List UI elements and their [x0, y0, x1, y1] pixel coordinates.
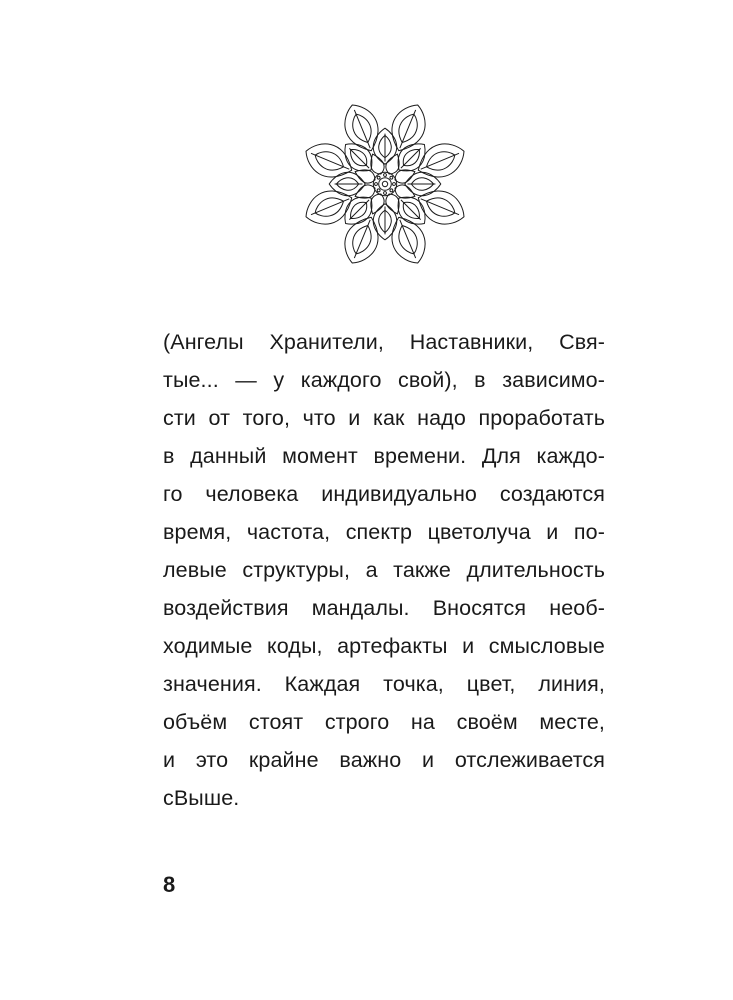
text-line: объём стоят строго на своём месте,: [163, 710, 605, 734]
mandala-bead: [384, 192, 387, 195]
page-number: 8: [163, 872, 176, 897]
text-line: и это крайне важно и отслеживается: [163, 748, 605, 772]
text-line: ходимые коды, артефакты и смысловые: [163, 634, 605, 658]
mandala-petal: [391, 136, 433, 178]
mandala-bead: [390, 176, 393, 179]
mandala-bead: [377, 176, 380, 179]
text-line: в данный момент времени. Для каждо-: [163, 444, 605, 468]
text-line: сти от того, что и как надо проработать: [163, 406, 605, 430]
body-paragraph: [163, 323, 605, 817]
text-line: время, частота, спектр цветолуча и по-: [163, 520, 605, 544]
mandala-petal: [337, 136, 379, 178]
mandala-bead: [393, 183, 396, 186]
text-line: (Ангелы Хранители, Наставники, Свя-: [163, 330, 605, 354]
mandala-outer-petals: [300, 99, 470, 269]
text-line: воздействия мандалы. Вносятся необ-: [163, 596, 605, 620]
mandala-bead: [390, 189, 393, 192]
mandala-mid-petals: [329, 128, 441, 240]
text-line: го человека индивидуально создаются: [163, 482, 605, 506]
mandala-petal: [391, 190, 433, 232]
mandala-petal: [337, 190, 379, 232]
mandala-bead: [377, 189, 380, 192]
text-line: тые... — у каждого свой), в зависимо-: [163, 368, 605, 392]
mandala-petal: [373, 204, 396, 240]
mandala-petal: [373, 128, 396, 164]
text-line: левые структуры, а также длительность: [163, 558, 605, 582]
text-line: значения. Каждая точка, цвет, линия,: [163, 672, 605, 696]
text-line-last: сВыше.: [163, 786, 240, 810]
mandala-icon: [295, 94, 475, 274]
mandala-center: [373, 172, 396, 195]
mandala-petal: [405, 172, 441, 195]
mandala-bead: [384, 174, 387, 177]
mandala-bead: [375, 183, 378, 186]
mandala-petal: [329, 172, 365, 195]
